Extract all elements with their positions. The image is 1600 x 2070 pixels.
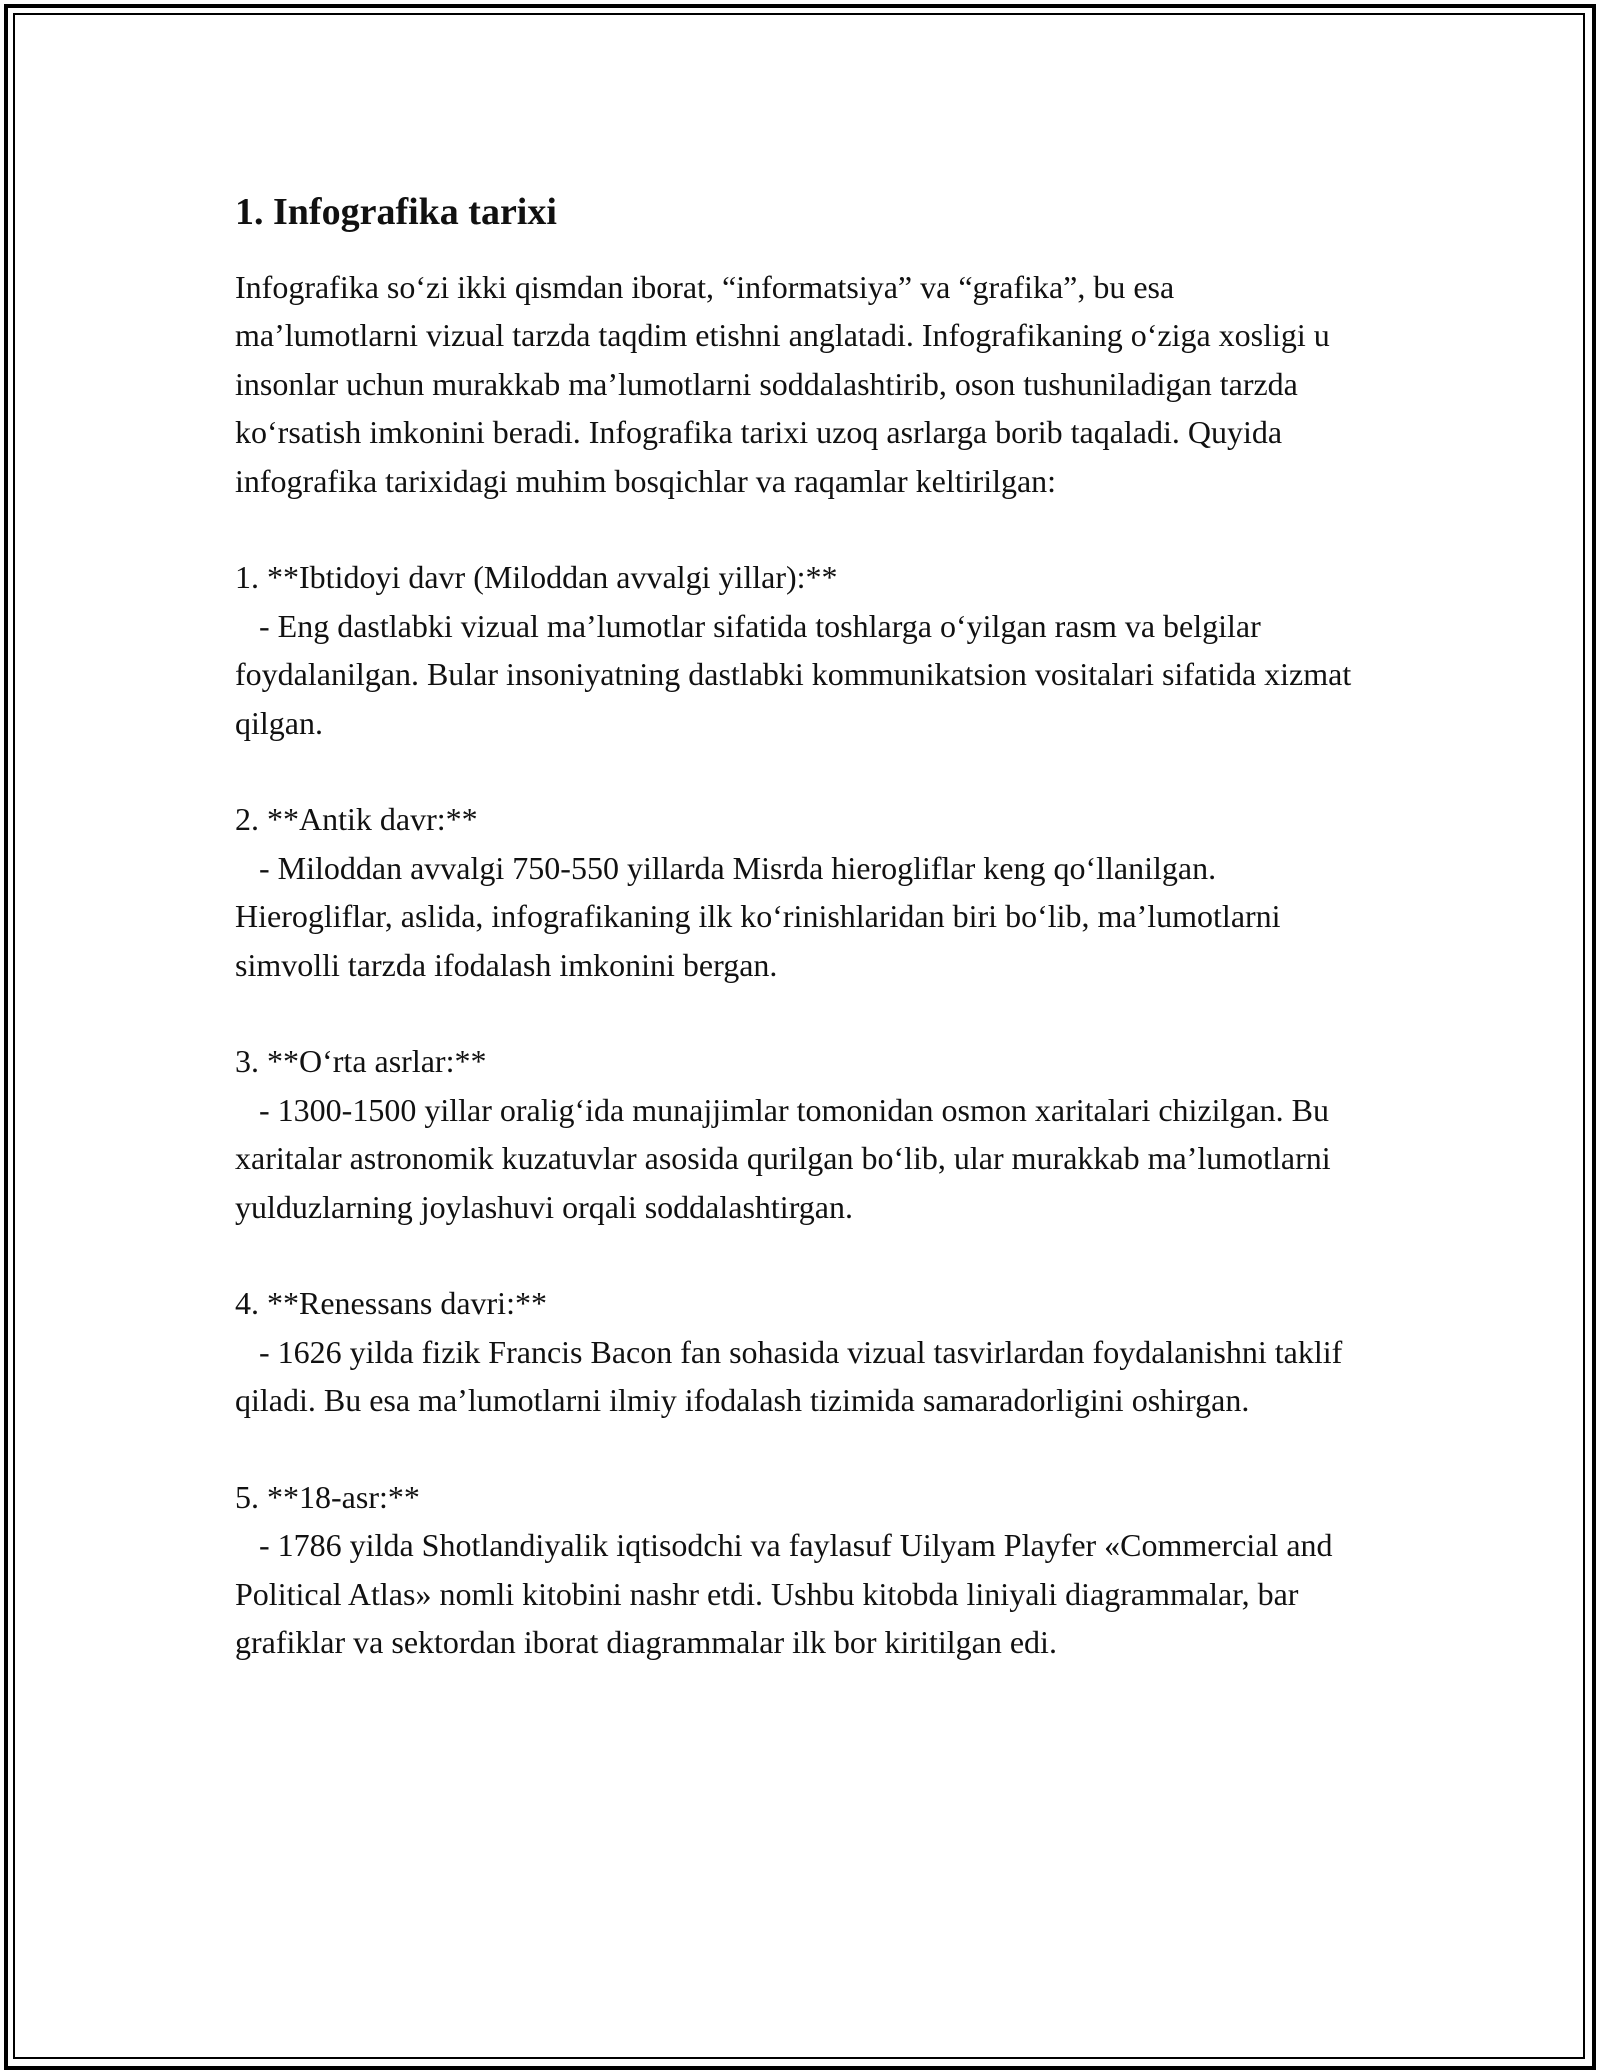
section-body: - Miloddan avvalgi 750-550 yillarda Misrda hierogliflar keng qo‘llanilgan. Hierogliflar, aslida, infografikaning ilk ko‘rinishlaridan biri bo‘lib, ma’lumotlarni simvolli tarzda ifodalash imkonini bergan. [235,849,1289,983]
section-2 [235,795,1365,989]
section-4 [235,1279,1365,1424]
section-body: - 1786 yilda Shotlandiyalik iqtisodchi va faylasuf Uilyam Playfer «Commercial and Political Atlas» nomli kitobini nashr etdi. Ushbu kitobda liniyali diagrammalar, bar grafiklar va sektordan iborat diagrammalar ilk bor kiritilgan edi. [235,1527,1341,1661]
section-3 [235,1037,1365,1231]
document-body [235,185,1365,1667]
document-title: 1. Infografika tarixi [235,191,557,233]
section-heading: 2. **Antik davr:** [235,801,478,838]
section-body: - Eng dastlabki vizual ma’lumotlar sifatida toshlarga o‘yilgan rasm va belgilar foydalanilgan. Bular insoniyatning dastlabki kommunikatsion vositalari sifatida xizmat qilgan. [235,607,1360,741]
section-heading: 1. **Ibtidoyi davr (Miloddan avvalgi yillar):** [235,559,838,596]
intro-paragraph: Infografika so‘zi ikki qismdan iborat, “informatsiya” va “grafika”, bu esa ma’lumotlarni vizual tarzda taqdim etishni anglatadi. Infografikaning o‘ziga xosligi u insonlar uchun murakkab ma’lumotlarni soddalashtirib, oson tushuniladigan tarzda ko‘rsatish imkonini beradi. Infografika tarixi uzoq asrlarga borib taqaladi. Quyida infografika tarixidagi muhim bosqichlar va raqamlar keltirilgan: [235,269,1330,499]
section-body: - 1626 yilda fizik Francis Bacon fan sohasida vizual tasvirlardan foydalanishni taklif qiladi. Bu esa ma’lumotlarni ilmiy ifodalash tizimida samaradorligini oshirgan. [235,1333,1351,1419]
section-heading: 3. **O‘rta asrlar:** [235,1043,487,1080]
section-1 [235,553,1365,747]
section-5 [235,1473,1365,1667]
section-body: - 1300-1500 yillar oralig‘ida munajjimlar tomonidan osmon xaritalari chizilgan. Bu xaritalar astronomik kuzatuvlar asosida qurilgan bo‘lib, ular murakkab ma’lumotlarni yulduzlarning joylashuvi orqali soddalashtirgan. [235,1091,1339,1225]
section-heading: 4. **Renessans davri:** [235,1285,547,1322]
section-heading: 5. **18-asr:** [235,1479,420,1516]
